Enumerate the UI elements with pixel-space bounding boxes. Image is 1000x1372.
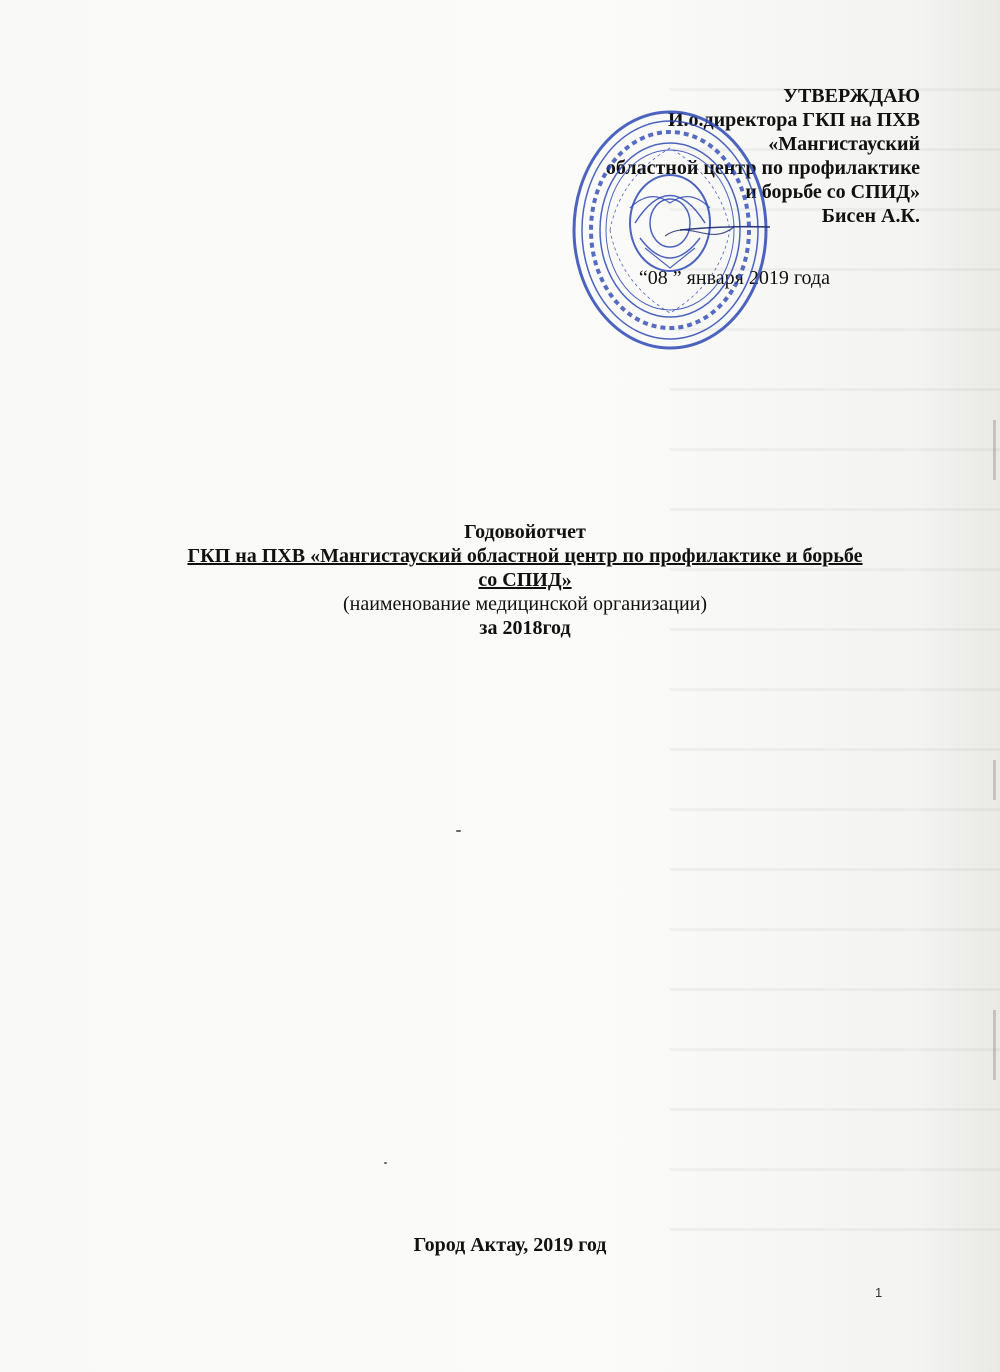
report-period: за 2018год <box>479 617 571 639</box>
organization-name-line-1: ГКП на ПХВ «Мангистауский областной центр по профилактике и борьбе <box>187 545 863 567</box>
scan-edge-mark <box>993 420 996 480</box>
approval-position-line-4: и борьбе со СПИД» <box>745 181 920 203</box>
approval-heading: УТВЕРЖДАЮ <box>783 85 920 107</box>
approval-position-line-3: областной центр по профилактике <box>605 157 920 179</box>
city-year: Город Актау, 2019 год <box>413 1234 607 1256</box>
approval-position-line-1: И.о.директора ГКП на ПХВ <box>667 109 920 131</box>
scan-speck <box>384 1162 387 1164</box>
scan-edge-mark <box>993 760 996 800</box>
report-title-block <box>130 520 920 640</box>
scan-speck <box>456 830 461 832</box>
report-title: Годовойотчет <box>464 521 586 543</box>
page-number: 1 <box>875 1285 883 1300</box>
organization-name-line-2: со СПИД» <box>478 569 572 591</box>
approval-position-line-2: «Мангистауский <box>768 133 920 155</box>
approval-signatory: Бисен А.К. <box>821 205 920 227</box>
scan-edge-mark <box>993 1010 996 1080</box>
organization-caption: (наименование медицинской организации) <box>342 593 708 615</box>
approval-date: “08 ” января 2019 года <box>638 267 830 289</box>
official-seal-stamp <box>570 108 770 353</box>
